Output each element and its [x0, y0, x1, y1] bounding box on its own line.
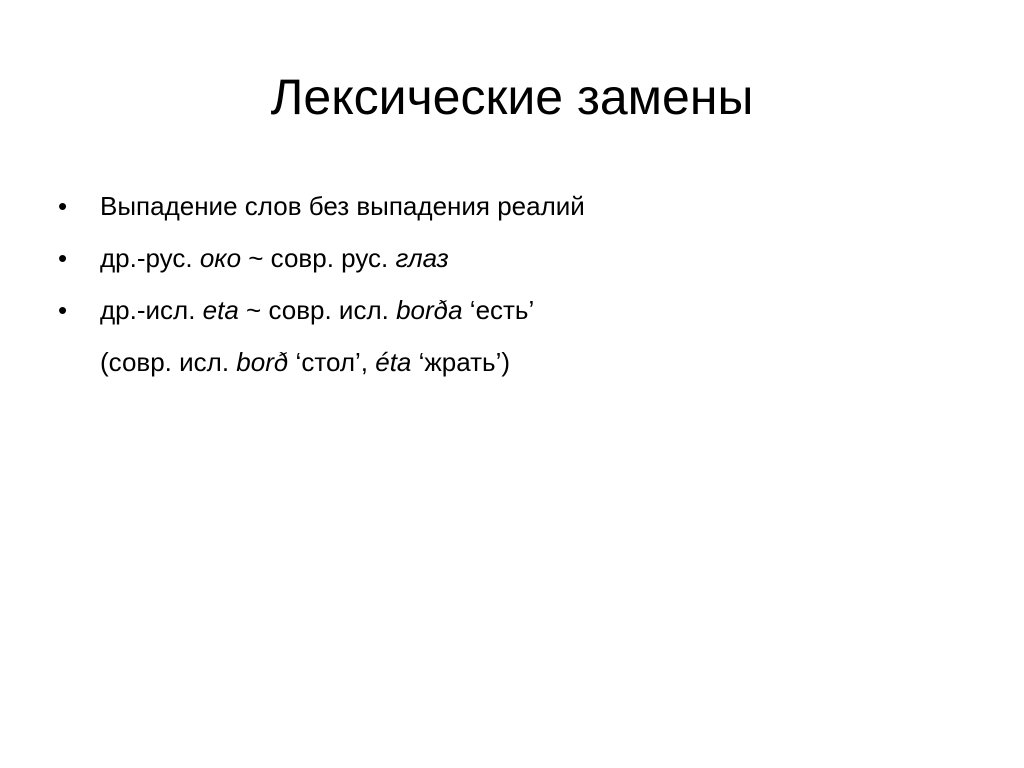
bullet-icon: •: [58, 191, 68, 221]
bullet-list: [58, 182, 958, 390]
italic-word: око: [199, 243, 242, 273]
list-item: [58, 182, 958, 234]
bullet-icon: •: [58, 295, 68, 325]
text-run: ‘жрать’): [411, 347, 511, 377]
italic-word: borða: [396, 295, 463, 325]
italic-word: eta: [202, 295, 239, 325]
text-run: др.-исл.: [100, 295, 203, 325]
italic-word: éta: [375, 347, 412, 377]
line-text: [100, 243, 449, 273]
list-item: [58, 234, 958, 286]
text-run: ~ совр. рус.: [241, 243, 396, 273]
italic-word: borð: [236, 347, 289, 377]
line-text: [100, 347, 510, 377]
line-text: [100, 191, 585, 221]
text-run: ‘есть’: [462, 295, 535, 325]
text-run: ~ совр. исл.: [238, 295, 397, 325]
list-item: [58, 286, 958, 338]
text-run: Выпадение слов без выпадения реалий: [100, 191, 585, 221]
bullet-icon: •: [58, 243, 68, 273]
list-item-continuation: [58, 338, 958, 390]
text-run: др.-рус.: [100, 243, 200, 273]
line-text: [100, 295, 534, 325]
text-run: (совр. исл.: [100, 347, 237, 377]
text-run: ‘стол’,: [288, 347, 376, 377]
italic-word: глаз: [395, 243, 449, 273]
slide-title: Лексические замены: [270, 69, 754, 125]
